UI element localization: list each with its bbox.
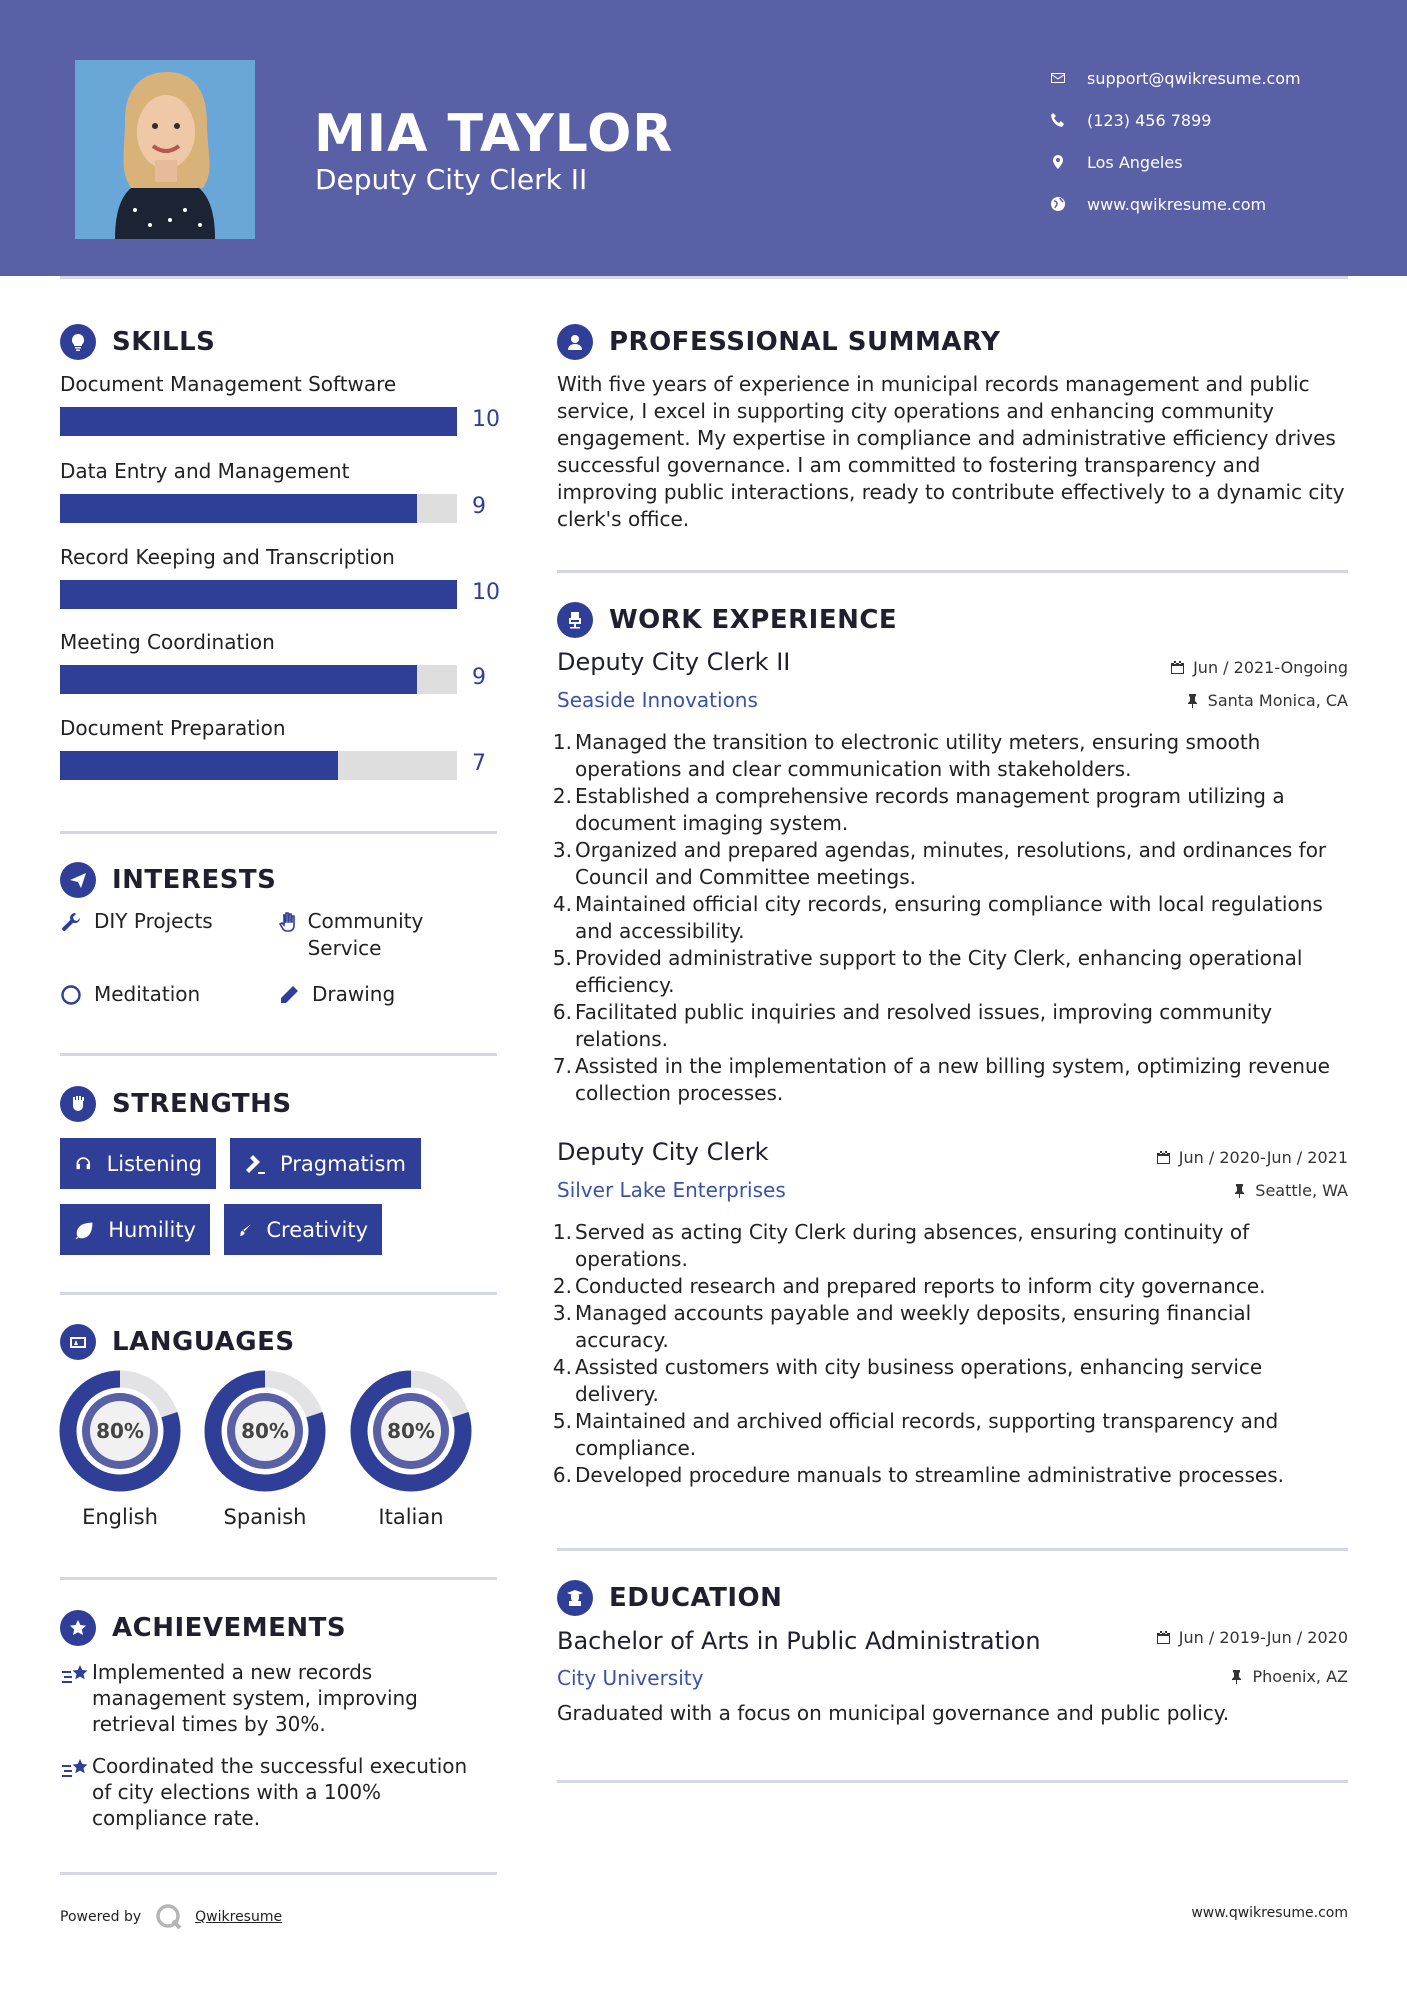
bullet-number: 4. — [552, 892, 572, 916]
interests-divider — [60, 1053, 497, 1056]
education-heading — [557, 1580, 782, 1616]
candidate-title: Deputy City Clerk II — [315, 163, 588, 196]
calendar-icon — [1170, 660, 1185, 675]
contact-location — [1050, 141, 1390, 183]
skill-bar-fill — [60, 580, 457, 609]
experience-divider — [557, 1548, 1348, 1551]
languages-divider — [60, 1577, 497, 1580]
bullet-text: Facilitated public inquiries and resolved issues, improving community relations. — [575, 1000, 1273, 1051]
interest-label: DIY Projects — [94, 909, 213, 933]
skill-label: Record Keeping and Transcription — [60, 545, 395, 569]
bullet-text: Managed accounts payable and weekly deposits, ensuring financial accuracy. — [575, 1301, 1252, 1352]
powered-by-text: Powered by — [60, 1909, 142, 1925]
education-divider — [557, 1780, 1348, 1783]
bullet-number: 5. — [552, 946, 572, 970]
skill-level: 7 — [472, 751, 486, 776]
language-donut — [350, 1370, 472, 1492]
job-dates — [1000, 658, 1348, 677]
job-bullet — [550, 1219, 1350, 1273]
office-chair-icon — [557, 602, 593, 638]
qwikresume-link[interactable]: Qwikresume — [195, 1909, 283, 1925]
pushpin-icon — [1232, 1183, 1247, 1198]
achievements-divider — [60, 1872, 497, 1875]
education-description: Graduated with a focus on municipal governance and public policy. — [557, 1701, 1230, 1725]
hand-icon — [278, 908, 308, 933]
strength-label: Creativity — [266, 1217, 368, 1242]
job-bullets — [550, 729, 1350, 1107]
skill-label: Data Entry and Management — [60, 459, 350, 483]
contact-email[interactable] — [1050, 57, 1390, 99]
headphones-icon — [74, 1153, 93, 1175]
job-bullet — [550, 783, 1350, 837]
language-donut — [59, 1370, 181, 1492]
language-label: Spanish — [223, 1505, 307, 1529]
skills-divider — [60, 831, 497, 834]
skill-bar-track — [60, 407, 457, 436]
contact-website-text: www.qwikresume.com — [1087, 194, 1267, 214]
experience-title: WORK EXPERIENCE — [609, 605, 898, 635]
education-location-text: Phoenix, AZ — [1252, 1667, 1348, 1686]
fist-icon — [60, 1086, 96, 1122]
circle-icon — [60, 981, 94, 1006]
pushpin-icon — [1185, 693, 1200, 708]
summary-divider — [557, 570, 1348, 573]
skills-title: SKILLS — [112, 327, 216, 357]
strength-tag — [224, 1204, 382, 1255]
phone-icon — [1050, 112, 1087, 128]
summary-text: With five years of experience in municipal records management and public service, I excel in supporting city operations and enhancing community engagement. My expertise in compliance and administrative efficiency drives successful governance. I am committed to fostering transparency and improving public interactions, ready to contribute effectively to a dynamic city clerk's office. — [557, 372, 1345, 531]
strength-tag — [230, 1138, 421, 1189]
bullet-text: Maintained and archived official records, supporting transparency and compliance. — [575, 1409, 1279, 1460]
bullet-text: Established a comprehensive records management program utilizing a document imaging system. — [575, 784, 1285, 835]
job-dates-text: Jun / 2020-Jun / 2021 — [1178, 1148, 1348, 1167]
education-dates-text: Jun / 2019-Jun / 2020 — [1178, 1628, 1348, 1647]
achievement-item — [60, 1753, 470, 1831]
qwikresume-logo-icon — [155, 1903, 183, 1931]
skills-heading — [60, 324, 215, 360]
map-pin-icon — [1050, 154, 1087, 170]
education-location — [1000, 1667, 1348, 1686]
bullet-text: Served as acting City Clerk during absences, ensuring continuity of operations. — [575, 1220, 1250, 1271]
leaf-icon — [74, 1219, 94, 1241]
job-bullet — [550, 837, 1350, 891]
interests-heading — [60, 862, 276, 898]
language-percent: 80% — [241, 1419, 289, 1443]
contact-website[interactable] — [1050, 183, 1390, 225]
job-bullets — [550, 1219, 1350, 1489]
job-bullet — [550, 891, 1350, 945]
bullet-number: 4. — [552, 1355, 572, 1379]
experience-heading — [557, 602, 897, 638]
skill-bar-fill — [60, 665, 417, 694]
achievements-heading — [60, 1610, 346, 1646]
bullet-number: 1. — [552, 730, 572, 754]
bullet-number: 6. — [552, 1000, 572, 1024]
interest-label: Meditation — [94, 982, 201, 1006]
job-location — [1000, 1181, 1348, 1200]
paper-plane-icon — [60, 862, 96, 898]
skill-label: Document Preparation — [60, 716, 286, 740]
achievement-text: Implemented a new records management system, improving retrieval times by 30%. — [92, 1660, 418, 1736]
skill-bar-track — [60, 494, 457, 523]
gavel-icon — [244, 1153, 266, 1175]
degree-title: Bachelor of Arts in Public Administration — [557, 1627, 1041, 1655]
job-bullet — [550, 1354, 1350, 1408]
achievement-item — [60, 1659, 470, 1737]
skill-bar-fill — [60, 407, 457, 436]
job-location-text: Santa Monica, CA — [1207, 691, 1348, 710]
bullet-text: Conducted research and prepared reports to inform city governance. — [575, 1274, 1266, 1298]
strengths-heading — [60, 1086, 292, 1122]
job-title: Deputy City Clerk — [557, 1138, 769, 1166]
bullet-number: 3. — [552, 1301, 572, 1325]
contact-list — [1050, 57, 1390, 225]
job-title: Deputy City Clerk II — [557, 648, 791, 676]
skill-label: Document Management Software — [60, 372, 397, 396]
interest-item — [60, 981, 200, 1008]
skill-level: 10 — [472, 407, 500, 432]
contact-email-text: support@qwikresume.com — [1087, 68, 1301, 88]
interest-label: Community Service — [307, 909, 424, 960]
bullet-text: Managed the transition to electronic utility meters, ensuring smooth operations and clear communication with stakeholders. — [575, 730, 1261, 781]
achievement-text: Coordinated the successful execution of city elections with a 100% compliance rate. — [92, 1754, 468, 1830]
envelope-icon — [1050, 70, 1087, 86]
skill-bar-track — [60, 580, 457, 609]
skill-label: Meeting Coordination — [60, 630, 275, 654]
job-company: Silver Lake Enterprises — [557, 1178, 786, 1202]
bullet-number: 5. — [552, 1409, 572, 1433]
language-icon — [60, 1324, 96, 1360]
job-dates-text: Jun / 2021-Ongoing — [1193, 658, 1348, 677]
job-bullet — [550, 1053, 1350, 1107]
header-divider — [60, 276, 1348, 279]
bullet-number: 6. — [552, 1463, 572, 1487]
bullet-text: Developed procedure manuals to streamline administrative processes. — [575, 1463, 1284, 1487]
calendar-icon — [1156, 1630, 1171, 1645]
bullet-text: Assisted customers with city business operations, enhancing service delivery. — [575, 1355, 1263, 1406]
skill-level: 9 — [472, 665, 486, 690]
bullet-number: 7. — [552, 1054, 572, 1078]
skill-bar-fill — [60, 494, 417, 523]
job-bullet — [550, 1462, 1350, 1489]
lightbulb-icon — [60, 324, 96, 360]
contact-phone-text: (123) 456 7899 — [1087, 110, 1212, 130]
education-title: EDUCATION — [609, 1583, 783, 1613]
summary-title: PROFESSIONAL SUMMARY — [609, 327, 1001, 357]
language-label: Italian — [378, 1505, 444, 1529]
bullet-number: 2. — [552, 784, 572, 808]
summary-heading — [557, 324, 1000, 360]
education-dates — [1000, 1628, 1348, 1647]
contact-location-text: Los Angeles — [1087, 152, 1183, 172]
strength-tag — [60, 1138, 216, 1189]
job-bullet — [550, 1408, 1350, 1462]
user-icon — [557, 324, 593, 360]
strength-tag — [60, 1204, 210, 1255]
star-badge-icon — [60, 1610, 96, 1646]
strength-label: Listening — [106, 1151, 202, 1176]
language-donut — [204, 1370, 326, 1492]
bullet-number: 3. — [552, 838, 572, 862]
shooting-star-icon — [60, 1659, 92, 1737]
interest-label: Drawing — [312, 982, 396, 1006]
skill-level: 9 — [472, 494, 486, 519]
job-location — [1000, 691, 1348, 710]
interests-title: INTERESTS — [112, 865, 277, 895]
pencil-icon — [278, 981, 312, 1006]
language-percent: 80% — [387, 1419, 435, 1443]
header-banner — [0, 0, 1407, 276]
footer-powered — [60, 1903, 282, 1931]
language-percent: 80% — [96, 1419, 144, 1443]
job-bullet — [550, 945, 1350, 999]
footer-website[interactable]: www.qwikresume.com — [1191, 1905, 1348, 1921]
pushpin-icon — [1229, 1669, 1244, 1684]
strength-label: Humility — [108, 1217, 196, 1242]
skill-level: 10 — [472, 580, 500, 605]
interest-item — [60, 908, 213, 935]
bullet-text: Organized and prepared agendas, minutes, resolutions, and ordinances for Council and Committee meetings. — [575, 838, 1327, 889]
strength-label: Pragmatism — [280, 1151, 406, 1176]
strengths-divider — [60, 1292, 497, 1295]
interest-item — [278, 981, 395, 1008]
paintbrush-icon — [238, 1219, 252, 1241]
calendar-icon — [1156, 1150, 1171, 1165]
job-bullet — [550, 1273, 1350, 1300]
job-location-text: Seattle, WA — [1255, 1181, 1348, 1200]
languages-heading — [60, 1324, 295, 1360]
job-bullet — [550, 1300, 1350, 1354]
skill-bar-track — [60, 665, 457, 694]
job-bullet — [550, 999, 1350, 1053]
skill-bar-fill — [60, 751, 338, 780]
job-bullet — [550, 729, 1350, 783]
language-label: English — [82, 1505, 158, 1529]
school-name: City University — [557, 1666, 704, 1690]
job-dates — [1000, 1148, 1348, 1167]
achievements-title: ACHIEVEMENTS — [112, 1613, 347, 1643]
strengths-title: STRENGTHS — [112, 1089, 292, 1119]
interest-item — [278, 908, 478, 962]
candidate-name: MIA TAYLOR — [314, 104, 674, 164]
profile-photo — [75, 60, 255, 239]
graduate-icon — [557, 1580, 593, 1616]
wrench-icon — [60, 908, 94, 933]
shooting-star-icon — [60, 1753, 92, 1831]
bullet-number: 1. — [552, 1220, 572, 1244]
bullet-text: Provided administrative support to the City Clerk, enhancing operational efficiency. — [575, 946, 1303, 997]
bullet-number: 2. — [552, 1274, 572, 1298]
bullet-text: Assisted in the implementation of a new billing system, optimizing revenue collection processes. — [575, 1054, 1330, 1105]
contact-phone[interactable] — [1050, 99, 1390, 141]
globe-icon — [1050, 196, 1087, 212]
job-company: Seaside Innovations — [557, 688, 758, 712]
skill-bar-track — [60, 751, 457, 780]
bullet-text: Maintained official city records, ensuring compliance with local regulations and accessibility. — [575, 892, 1323, 943]
languages-title: LANGUAGES — [112, 1327, 295, 1357]
